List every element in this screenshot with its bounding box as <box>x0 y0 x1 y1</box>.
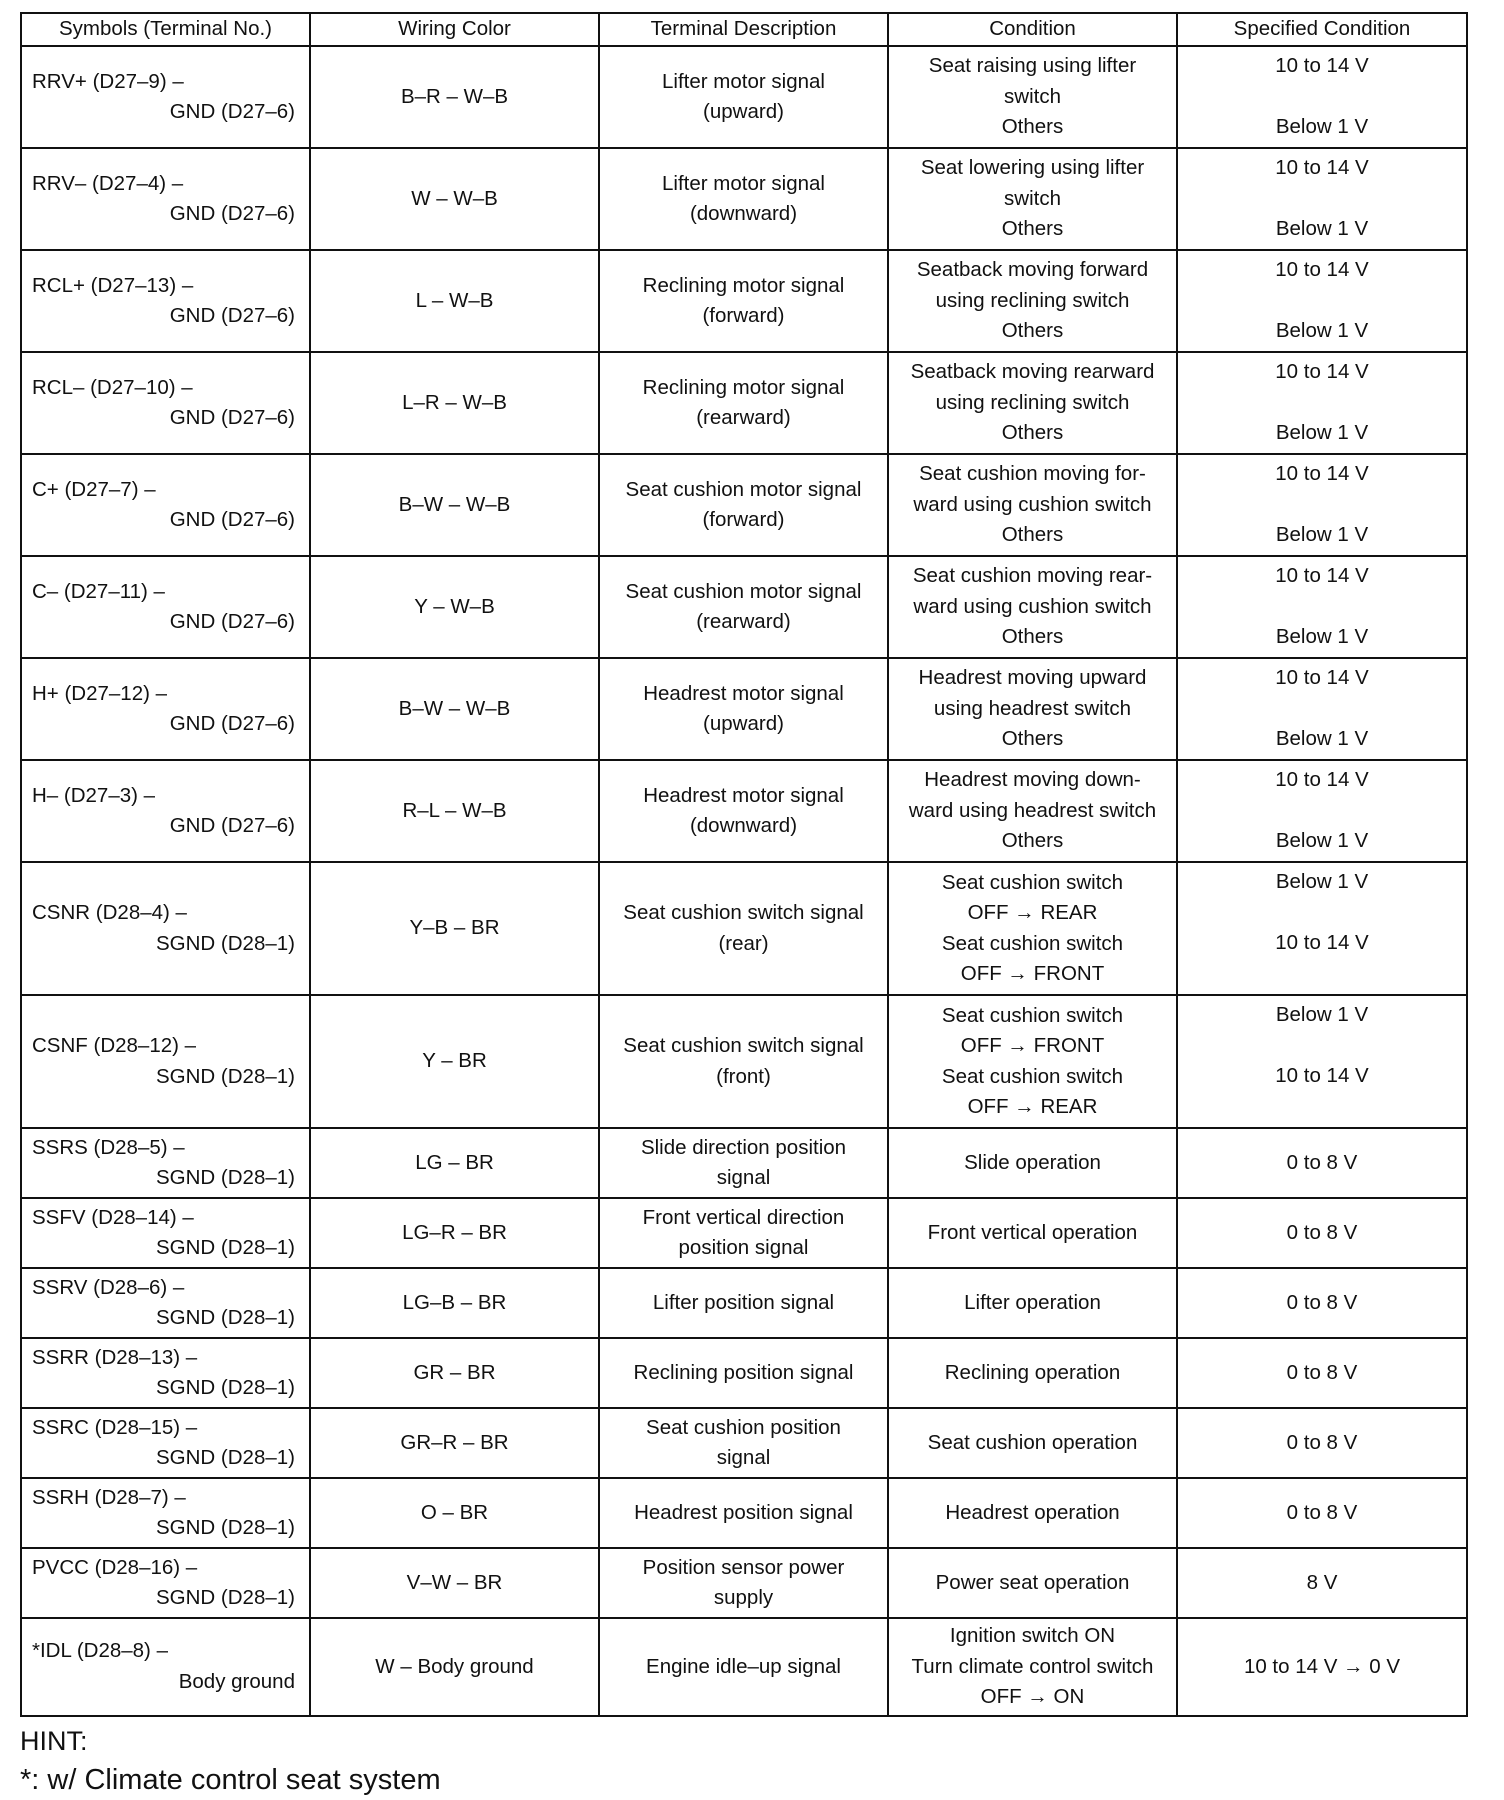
ground-symbol: SGND (D28–1) <box>156 1064 295 1088</box>
wiring-color-cell: B–W – W–B <box>310 658 599 760</box>
specified-value <box>1186 1092 1458 1123</box>
ground-symbol: Body ground <box>178 1669 295 1693</box>
specified-value: 10 to 14 V <box>1275 1064 1369 1087</box>
condition-cell <box>888 1408 1177 1478</box>
specified-value: 10 to 14 V <box>1275 54 1369 77</box>
condition-cell <box>888 46 1177 148</box>
condition-line: using reclining switch <box>935 390 1130 414</box>
specified-value: 10 to 14 V <box>1275 360 1369 383</box>
wiring-color-cell: Y – W–B <box>310 556 599 658</box>
symbol-cell <box>21 1618 310 1716</box>
header-wiring-color: Wiring Color <box>310 13 599 46</box>
condition-line: Headrest operation <box>945 1500 1120 1524</box>
condition-cell <box>888 250 1177 352</box>
ground-symbol: SGND (D28–1) <box>156 1376 295 1399</box>
ground-symbol: GND (D27–6) <box>169 508 295 531</box>
condition-line: Ignition switch ON <box>949 1624 1116 1647</box>
symbol-cell <box>21 1198 310 1268</box>
condition-line: Headrest moving upward <box>918 666 1147 690</box>
terminal-table-container <box>20 12 1466 1717</box>
specified-value <box>1186 796 1458 827</box>
description-line: Seat cushion position <box>646 1415 841 1439</box>
specified-value: Below 1 V <box>1275 870 1369 893</box>
specified-condition-cell <box>1177 454 1467 556</box>
terminal-symbol: SSRR (D28–13) – <box>32 1345 198 1369</box>
condition-cell <box>888 556 1177 658</box>
table-row <box>21 1198 1467 1268</box>
condition-line: Seatback moving forward <box>916 258 1149 282</box>
table-row <box>21 1268 1467 1338</box>
description-cell <box>599 1338 888 1408</box>
specified-value: Below 1 V <box>1275 625 1369 648</box>
condition-line: Seat cushion moving for- <box>919 462 1146 486</box>
description-line: (downward) <box>689 202 798 225</box>
ground-symbol: GND (D27–6) <box>169 304 295 327</box>
condition-line: OFF → REAR <box>967 1095 1098 1118</box>
description-line: Seat cushion motor signal <box>625 477 862 501</box>
specified-value: Below 1 V <box>1275 217 1369 240</box>
description-line: Seat cushion switch signal <box>623 1034 864 1057</box>
terminal-symbol: CSNR (D28–4) – <box>32 901 187 924</box>
condition-cell <box>888 148 1177 250</box>
description-line: Reclining position signal <box>633 1360 854 1384</box>
footnote: *: w/ Climate control seat system <box>20 1764 441 1796</box>
symbol-cell <box>21 760 310 862</box>
description-line: (downward) <box>689 814 798 837</box>
condition-cell <box>888 760 1177 862</box>
condition-line: Lifter operation <box>964 1290 1101 1314</box>
specified-value <box>1186 694 1458 725</box>
ground-symbol: GND (D27–6) <box>169 100 295 123</box>
condition-line: switch <box>1004 186 1061 210</box>
specified-value <box>1186 286 1458 317</box>
condition-line: ward using cushion switch <box>913 594 1152 618</box>
specified-condition-cell <box>1177 1338 1467 1408</box>
condition-line: Others <box>1001 319 1064 343</box>
description-line: supply <box>713 1586 774 1609</box>
specified-value: 10 to 14 V <box>1275 156 1369 179</box>
symbol-cell <box>21 995 310 1128</box>
wiring-color-cell: W – Body ground <box>310 1618 599 1716</box>
table-body <box>21 46 1467 1716</box>
description-line: Front vertical direction <box>642 1205 845 1229</box>
description-line: Seat cushion switch signal <box>623 901 864 924</box>
description-line: (upward) <box>703 100 784 123</box>
specified-value: 10 to 14 V → 0 V <box>1243 1654 1401 1678</box>
specified-condition-cell <box>1177 995 1467 1128</box>
specified-value <box>1186 592 1458 623</box>
specified-value: 0 to 8 V <box>1286 1430 1358 1454</box>
specified-value: Below 1 V <box>1275 115 1369 138</box>
description-cell <box>599 1618 888 1716</box>
terminal-symbol: RCL+ (D27–13) – <box>32 273 194 297</box>
description-cell <box>599 1478 888 1548</box>
description-line: Slide direction position <box>640 1135 847 1159</box>
wiring-color-cell: B–W – W–B <box>310 454 599 556</box>
specified-value <box>1186 82 1458 113</box>
description-line: Engine idle–up signal <box>646 1654 841 1678</box>
specified-condition-cell <box>1177 1408 1467 1478</box>
description-line: Lifter motor signal <box>662 171 825 195</box>
terminal-symbol: H+ (D27–12) – <box>32 681 168 705</box>
ground-symbol: GND (D27–6) <box>169 712 295 735</box>
condition-line: Others <box>1001 217 1064 241</box>
ground-symbol: SGND (D28–1) <box>156 1446 295 1469</box>
specified-value <box>1186 490 1458 521</box>
description-cell <box>599 556 888 658</box>
condition-cell <box>888 1618 1177 1716</box>
description-line: (rearward) <box>696 406 791 429</box>
condition-line: Others <box>1001 115 1064 139</box>
condition-line: switch <box>1004 84 1061 108</box>
specified-value <box>1186 1031 1458 1062</box>
specified-value <box>1186 959 1458 990</box>
specified-value: 0 to 8 V <box>1286 1500 1358 1524</box>
specified-condition-cell <box>1177 556 1467 658</box>
description-cell <box>599 148 888 250</box>
condition-cell <box>888 1338 1177 1408</box>
specified-value: 0 to 8 V <box>1286 1290 1358 1314</box>
symbol-cell <box>21 862 310 995</box>
symbol-cell <box>21 250 310 352</box>
specified-condition-cell <box>1177 352 1467 454</box>
description-cell <box>599 658 888 760</box>
table-row <box>21 454 1467 556</box>
condition-cell <box>888 658 1177 760</box>
condition-line: Seat cushion switch <box>941 1064 1124 1088</box>
description-cell <box>599 46 888 148</box>
specified-condition-cell <box>1177 148 1467 250</box>
symbol-cell <box>21 658 310 760</box>
symbol-cell <box>21 352 310 454</box>
header-row <box>21 13 1467 46</box>
condition-line: Others <box>1001 421 1064 445</box>
description-line: position signal <box>678 1236 809 1259</box>
condition-cell <box>888 862 1177 995</box>
description-cell <box>599 352 888 454</box>
condition-line: Reclining operation <box>944 1360 1121 1384</box>
condition-line: Seat cushion switch <box>941 1003 1124 1027</box>
specified-value: Below 1 V <box>1275 523 1369 546</box>
wiring-color-cell: Y – BR <box>310 995 599 1128</box>
symbol-cell <box>21 556 310 658</box>
specified-value: 8 V <box>1306 1570 1338 1594</box>
condition-line: Seat raising using lifter <box>928 54 1137 78</box>
terminal-symbol: C– (D27–11) – <box>32 579 165 603</box>
condition-line: Seatback moving rearward <box>910 360 1155 384</box>
specified-condition-cell <box>1177 658 1467 760</box>
condition-line: OFF → ON <box>980 1685 1085 1708</box>
specified-condition-cell <box>1177 1618 1467 1716</box>
ground-symbol: SGND (D28–1) <box>156 1306 295 1329</box>
condition-cell <box>888 1478 1177 1548</box>
description-line: (forward) <box>702 304 785 327</box>
description-line: Lifter position signal <box>652 1290 835 1314</box>
table-row <box>21 352 1467 454</box>
specified-value: 10 to 14 V <box>1275 931 1369 954</box>
ground-symbol: GND (D27–6) <box>169 814 295 837</box>
condition-cell <box>888 1268 1177 1338</box>
condition-line: Seat cushion switch <box>941 931 1124 955</box>
symbol-cell <box>21 46 310 148</box>
header-symbols: Symbols (Terminal No.) <box>21 13 310 46</box>
description-line: (rear) <box>718 931 769 955</box>
symbol-cell <box>21 1338 310 1408</box>
description-cell <box>599 995 888 1128</box>
ground-symbol: GND (D27–6) <box>169 202 295 225</box>
header-condition: Condition <box>888 13 1177 46</box>
condition-line: Seat lowering using lifter <box>920 156 1145 180</box>
wiring-color-cell: W – W–B <box>310 148 599 250</box>
table-row <box>21 760 1467 862</box>
specified-value: 10 to 14 V <box>1275 462 1369 485</box>
ground-symbol: GND (D27–6) <box>169 610 295 633</box>
specified-condition-cell <box>1177 760 1467 862</box>
condition-cell <box>888 1548 1177 1618</box>
wiring-color-cell: R–L – W–B <box>310 760 599 862</box>
condition-line: Turn climate control switch <box>911 1654 1154 1678</box>
symbol-cell <box>21 1128 310 1198</box>
table-row <box>21 862 1467 995</box>
description-cell <box>599 760 888 862</box>
condition-line: using headrest switch <box>933 696 1132 720</box>
condition-line: using reclining switch <box>935 288 1130 312</box>
description-line: Headrest motor signal <box>643 681 844 705</box>
description-line: (upward) <box>703 712 784 735</box>
wiring-color-cell: L – W–B <box>310 250 599 352</box>
ground-symbol: SGND (D28–1) <box>156 931 295 955</box>
wiring-color-cell: LG–B – BR <box>310 1268 599 1338</box>
description-line: Position sensor power <box>642 1555 845 1579</box>
terminal-symbol: RRV+ (D27–9) – <box>32 69 184 93</box>
table-row <box>21 658 1467 760</box>
terminal-symbol: SSFV (D28–14) – <box>32 1205 194 1229</box>
specified-condition-cell <box>1177 250 1467 352</box>
table-row <box>21 556 1467 658</box>
condition-line: Seat cushion switch <box>941 870 1124 894</box>
specified-value: Below 1 V <box>1275 421 1369 444</box>
specified-value: Below 1 V <box>1275 727 1369 750</box>
terminal-symbol: *IDL (D28–8) – <box>32 1639 168 1663</box>
condition-cell <box>888 1128 1177 1198</box>
condition-cell <box>888 995 1177 1128</box>
ground-symbol: SGND (D28–1) <box>156 1166 295 1189</box>
terminal-symbol: SSRS (D28–5) – <box>32 1135 185 1159</box>
terminal-symbol: CSNF (D28–12) – <box>32 1034 197 1057</box>
description-cell <box>599 1408 888 1478</box>
condition-cell <box>888 352 1177 454</box>
wiring-color-cell: GR–R – BR <box>310 1408 599 1478</box>
specified-value: 0 to 8 V <box>1286 1360 1358 1384</box>
symbol-cell <box>21 1268 310 1338</box>
wiring-color-cell: Y–B – BR <box>310 862 599 995</box>
terminal-symbol: H– (D27–3) – <box>32 783 156 807</box>
specified-value <box>1186 388 1458 419</box>
description-cell <box>599 1198 888 1268</box>
table-row <box>21 1408 1467 1478</box>
symbol-cell <box>21 454 310 556</box>
specified-value: Below 1 V <box>1275 1003 1369 1026</box>
wiring-color-cell: LG – BR <box>310 1128 599 1198</box>
table-row <box>21 46 1467 148</box>
specified-condition-cell <box>1177 1478 1467 1548</box>
header-specified-condition: Specified Condition <box>1177 13 1467 46</box>
wiring-color-cell: O – BR <box>310 1478 599 1548</box>
specified-value <box>1186 184 1458 215</box>
condition-line: Power seat operation <box>935 1570 1130 1594</box>
symbol-cell <box>21 1478 310 1548</box>
condition-line: OFF → FRONT <box>960 962 1105 985</box>
symbol-cell <box>21 1548 310 1618</box>
specified-condition-cell <box>1177 1548 1467 1618</box>
terminal-symbol: SSRH (D28–7) – <box>32 1485 186 1509</box>
condition-line: ward using cushion switch <box>913 492 1152 516</box>
description-line: Seat cushion motor signal <box>625 579 862 603</box>
terminal-table <box>20 12 1468 1717</box>
specified-value <box>1186 898 1458 929</box>
description-line: (rearward) <box>696 610 791 633</box>
condition-line: OFF → REAR <box>967 901 1098 924</box>
ground-symbol: SGND (D28–1) <box>156 1516 295 1539</box>
description-line: (front) <box>716 1064 771 1088</box>
wiring-color-cell: B–R – W–B <box>310 46 599 148</box>
terminal-symbol: C+ (D27–7) – <box>32 477 156 501</box>
ground-symbol: SGND (D28–1) <box>156 1236 295 1259</box>
ground-symbol: SGND (D28–1) <box>156 1586 295 1609</box>
wiring-color-cell: V–W – BR <box>310 1548 599 1618</box>
table-row <box>21 1478 1467 1548</box>
terminal-symbol: SSRV (D28–6) – <box>32 1275 185 1299</box>
table-row <box>21 250 1467 352</box>
specified-condition-cell <box>1177 1268 1467 1338</box>
table-row <box>21 1548 1467 1618</box>
condition-cell <box>888 1198 1177 1268</box>
symbol-cell <box>21 148 310 250</box>
description-line: (forward) <box>702 508 785 531</box>
table-row <box>21 1128 1467 1198</box>
description-line: signal <box>716 1166 771 1189</box>
specified-condition-cell <box>1177 1128 1467 1198</box>
description-cell <box>599 250 888 352</box>
description-line: Headrest position signal <box>634 1500 853 1524</box>
condition-cell <box>888 454 1177 556</box>
specified-value: 10 to 14 V <box>1275 564 1369 587</box>
condition-line: Others <box>1001 829 1064 853</box>
description-line: Lifter motor signal <box>662 69 825 93</box>
wiring-color-cell: GR – BR <box>310 1338 599 1408</box>
condition-line: Others <box>1001 727 1064 751</box>
specified-value: 10 to 14 V <box>1275 666 1369 689</box>
hint-label: HINT: <box>20 1726 88 1756</box>
terminal-symbol: PVCC (D28–16) – <box>32 1555 198 1579</box>
description-cell <box>599 454 888 556</box>
condition-line: Front vertical operation <box>927 1220 1138 1244</box>
terminal-symbol: RRV– (D27–4) – <box>32 171 184 195</box>
description-line: Headrest motor signal <box>643 783 844 807</box>
terminal-symbol: SSRC (D28–15) – <box>32 1415 198 1439</box>
header-terminal-description: Terminal Description <box>599 13 888 46</box>
description-line: Reclining motor signal <box>642 375 845 399</box>
description-line: Reclining motor signal <box>642 273 845 297</box>
condition-line: Others <box>1001 625 1064 649</box>
specified-condition-cell <box>1177 1198 1467 1268</box>
specified-value: 10 to 14 V <box>1275 768 1369 791</box>
wiring-color-cell: L–R – W–B <box>310 352 599 454</box>
condition-line: Others <box>1001 523 1064 547</box>
specified-value: 0 to 8 V <box>1286 1220 1358 1244</box>
description-line: signal <box>716 1446 771 1469</box>
wiring-color-cell: LG–R – BR <box>310 1198 599 1268</box>
specified-value: Below 1 V <box>1275 319 1369 342</box>
specified-value: 0 to 8 V <box>1286 1150 1358 1174</box>
table-row <box>21 148 1467 250</box>
description-cell <box>599 1268 888 1338</box>
condition-line: OFF → FRONT <box>960 1034 1105 1057</box>
condition-line: Seat cushion operation <box>927 1430 1138 1454</box>
table-row <box>21 995 1467 1128</box>
description-cell <box>599 1128 888 1198</box>
condition-line: Slide operation <box>964 1150 1101 1174</box>
terminal-symbol: RCL– (D27–10) – <box>32 375 193 399</box>
table-row <box>21 1338 1467 1408</box>
description-cell <box>599 1548 888 1618</box>
condition-line: ward using headrest switch <box>908 798 1157 822</box>
specified-value: 10 to 14 V <box>1275 258 1369 281</box>
description-cell <box>599 862 888 995</box>
specified-value: Below 1 V <box>1275 829 1369 852</box>
condition-line: Seat cushion moving rear- <box>912 564 1153 588</box>
specified-condition-cell <box>1177 46 1467 148</box>
specified-condition-cell <box>1177 862 1467 995</box>
symbol-cell <box>21 1408 310 1478</box>
condition-line: Headrest moving down- <box>924 768 1141 792</box>
ground-symbol: GND (D27–6) <box>169 406 295 429</box>
table-row <box>21 1618 1467 1716</box>
